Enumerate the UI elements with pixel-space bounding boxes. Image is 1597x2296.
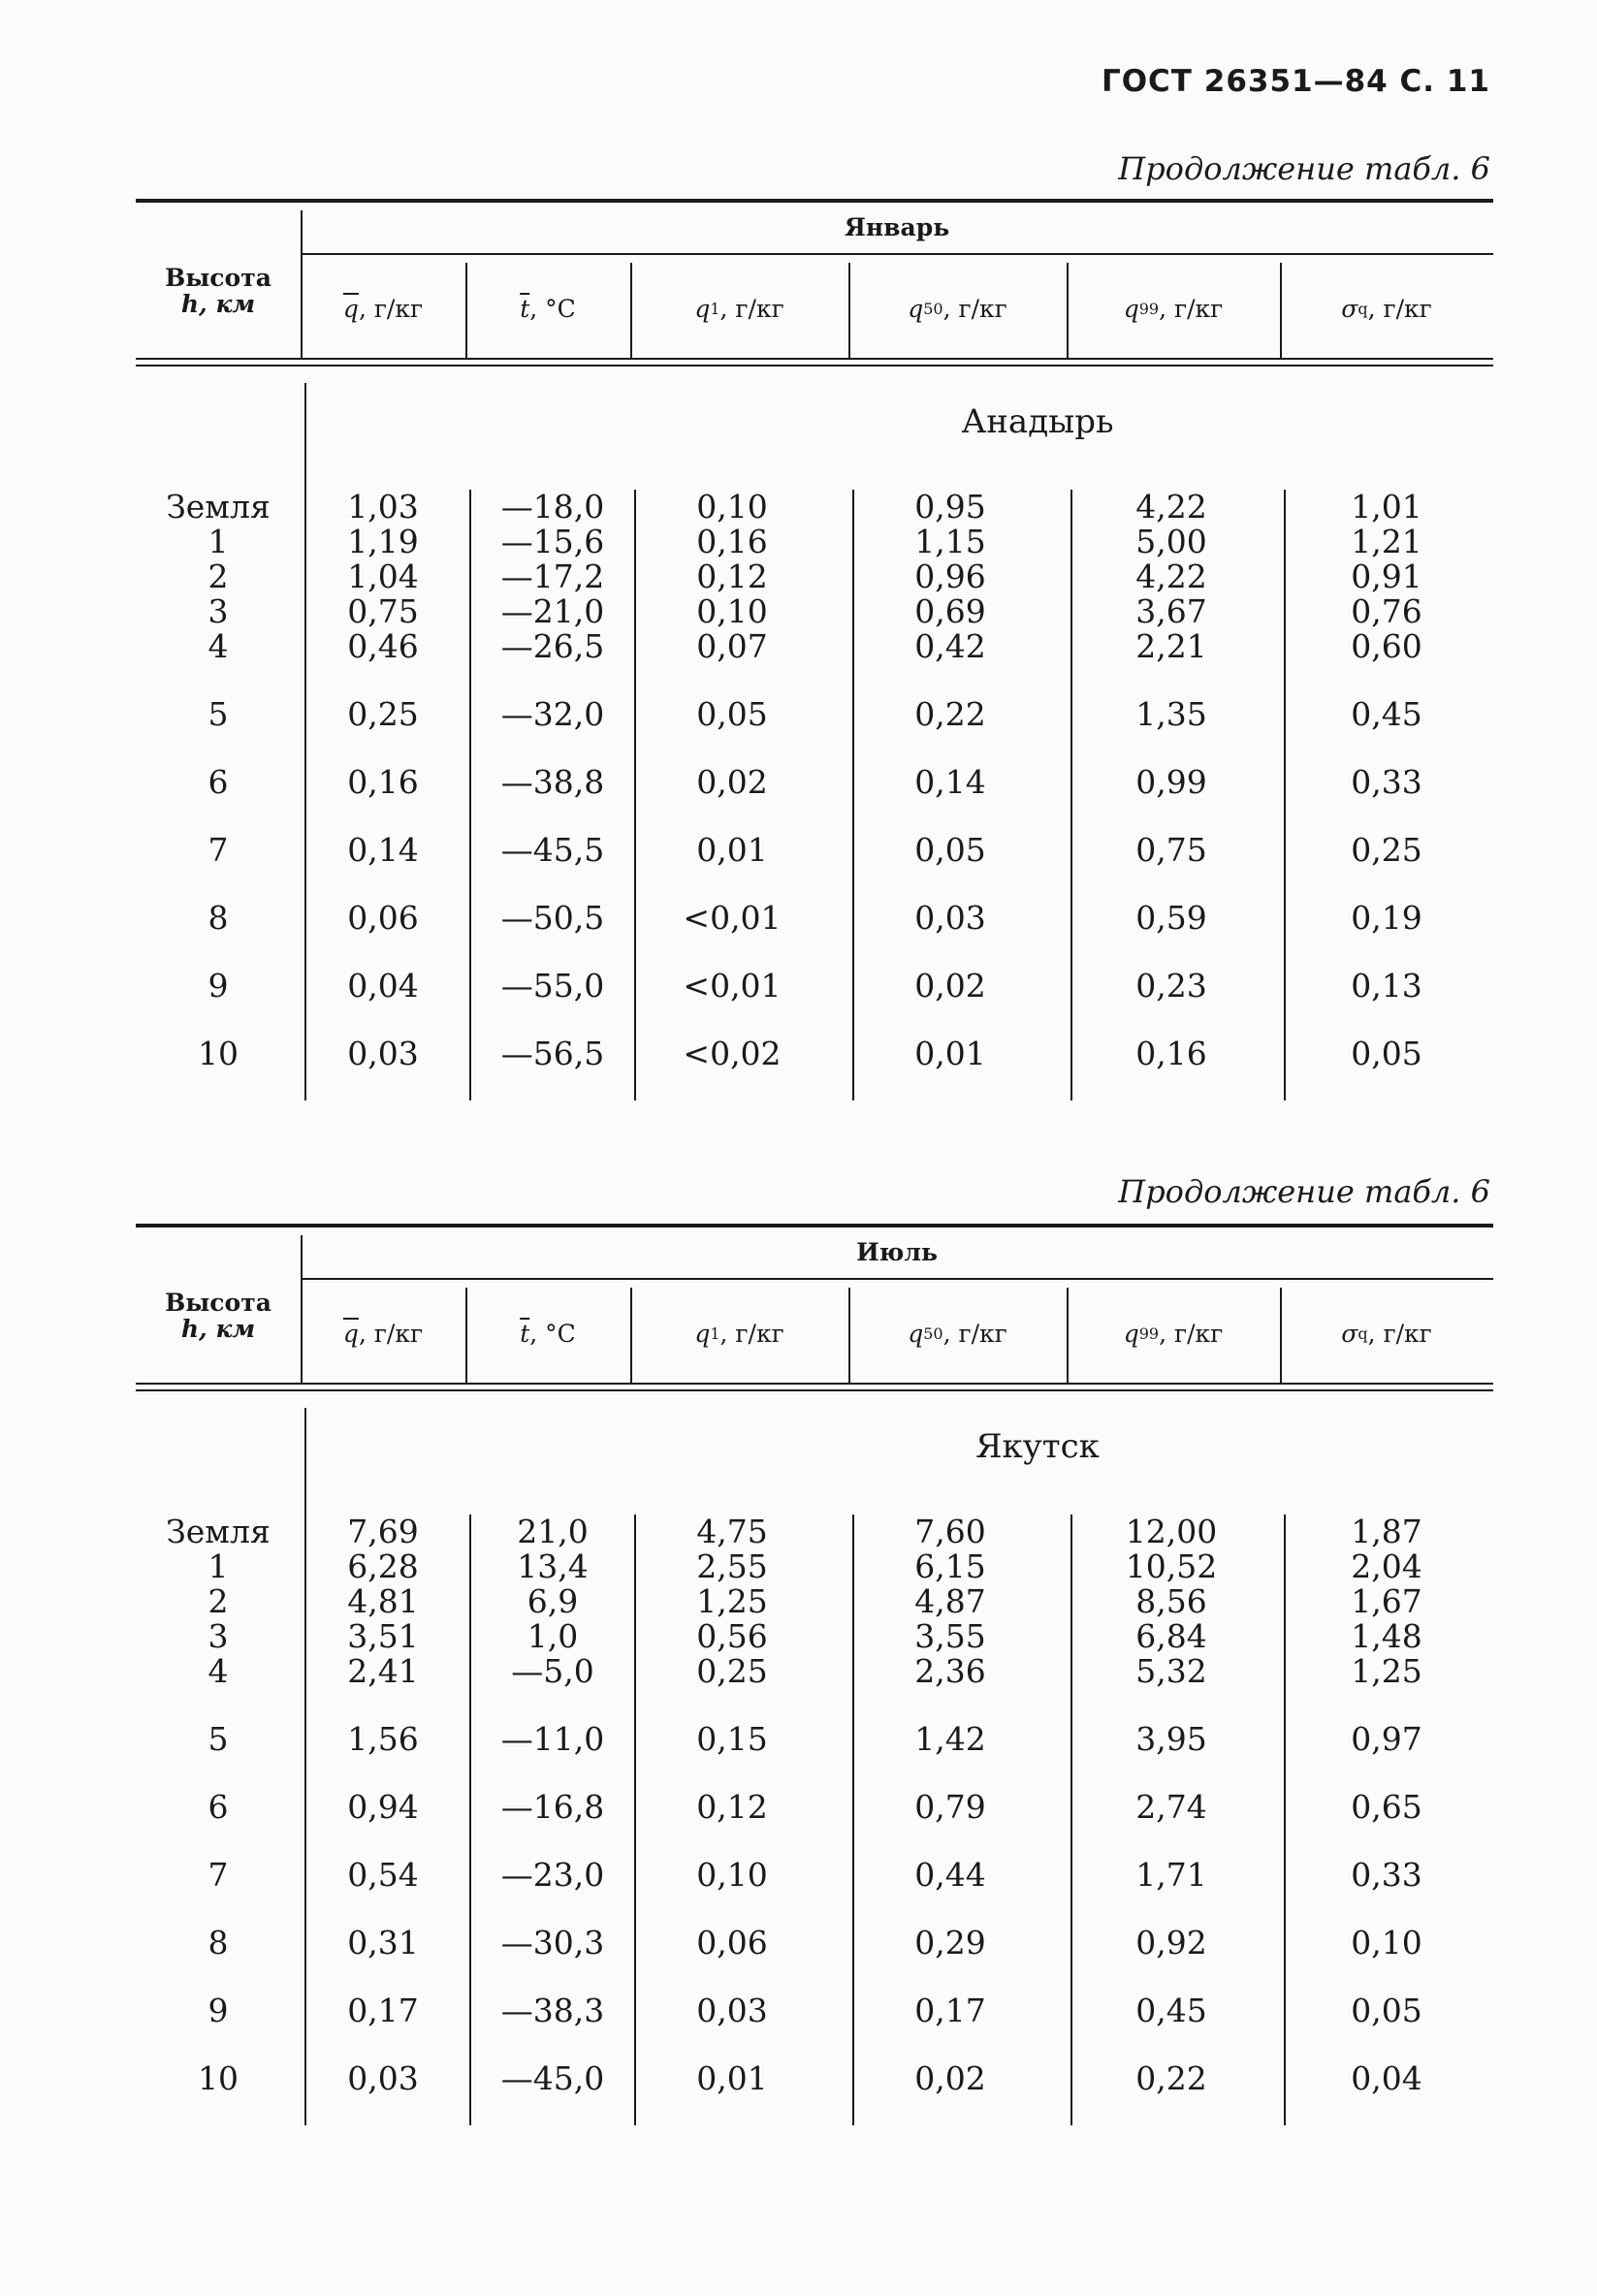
top-rule: [136, 1224, 1493, 1228]
value-cell: 6,15: [914, 1547, 986, 1585]
value-cell: 0,33: [1351, 763, 1422, 801]
value-cell: 0,03: [914, 899, 986, 937]
caption-table-1: Продолжение табл. 6: [1118, 150, 1490, 187]
height-cell: 9: [208, 967, 229, 1004]
value-cell: 0,22: [914, 695, 986, 733]
column-header: [465, 263, 630, 356]
value-cell: 0,15: [696, 1720, 768, 1758]
row-header-line-2: h, км: [180, 1315, 256, 1343]
value-cell: 1,21: [1351, 523, 1422, 560]
value-cell: 0,75: [1135, 831, 1207, 869]
value-cell: 0,16: [696, 523, 768, 560]
value-cell: 0,69: [914, 592, 986, 630]
value-cell: 0,07: [696, 627, 768, 665]
value-cell: 0,94: [347, 1788, 419, 1826]
height-cell: 6: [208, 1788, 229, 1826]
column-subscript: 1: [710, 1324, 720, 1344]
value-cell: 1,48: [1351, 1617, 1422, 1655]
value-cell: 1,42: [914, 1720, 986, 1758]
height-cell: 3: [208, 592, 229, 630]
value-cell: 0,92: [1135, 1924, 1207, 1961]
column-header: [301, 263, 465, 356]
value-cell: 0,46: [347, 627, 419, 665]
top-rule: [136, 199, 1493, 203]
value-cell: 0,10: [696, 1856, 768, 1894]
body-divider: [852, 490, 854, 1100]
data-table-january: [136, 199, 1493, 1130]
value-cell: 0,13: [1351, 967, 1422, 1004]
column-header: [1067, 263, 1280, 356]
column-subscript: 50: [923, 300, 943, 319]
value-cell: 8,56: [1135, 1582, 1207, 1620]
value-cell: 0,05: [1351, 1992, 1422, 2029]
value-cell: 0,05: [696, 695, 768, 733]
value-cell: 1,04: [347, 558, 419, 595]
value-cell: —23,0: [500, 1856, 605, 1894]
column-subscript: 50: [923, 1324, 943, 1344]
header-rule: [136, 365, 1493, 367]
value-cell: 0,45: [1351, 695, 1422, 733]
value-cell: 0,60: [1351, 627, 1422, 665]
value-cell: 7,69: [347, 1513, 419, 1550]
height-cell: Земля: [166, 1513, 271, 1550]
value-cell: —18,0: [500, 488, 605, 526]
value-cell: 0,01: [696, 831, 768, 869]
value-cell: 0,79: [914, 1788, 986, 1826]
height-cell: 1: [208, 523, 229, 560]
value-cell: 4,75: [696, 1513, 768, 1550]
height-cell: 7: [208, 1856, 229, 1894]
value-cell: —50,5: [500, 899, 605, 937]
column-unit: , г/кг: [1159, 295, 1224, 324]
column-header: [465, 1288, 630, 1381]
body-divider: [1284, 1515, 1286, 2125]
value-cell: 0,03: [347, 1035, 419, 1072]
value-cell: —5,0: [511, 1652, 594, 1690]
value-cell: 0,42: [914, 627, 986, 665]
value-cell: 0,91: [1351, 558, 1422, 595]
value-cell: 0,10: [696, 488, 768, 526]
value-cell: 2,74: [1135, 1788, 1207, 1826]
column-symbol: q: [1123, 1320, 1139, 1349]
value-cell: 3,51: [347, 1617, 419, 1655]
value-cell: 0,16: [347, 763, 419, 801]
value-cell: 0,95: [914, 488, 986, 526]
height-cell: 8: [208, 899, 229, 937]
column-header: [1067, 1288, 1280, 1381]
value-cell: 0,31: [347, 1924, 419, 1961]
body-divider: [1284, 490, 1286, 1100]
column-subscript: 1: [710, 300, 720, 319]
value-cell: —38,3: [500, 1992, 605, 2029]
value-cell: 0,33: [1351, 1856, 1422, 1894]
value-cell: 2,21: [1135, 627, 1207, 665]
value-cell: <0,02: [683, 1035, 782, 1072]
value-cell: —30,3: [500, 1924, 605, 1961]
value-cell: 1,35: [1135, 695, 1207, 733]
month-rule: [301, 253, 1493, 255]
value-cell: <0,01: [683, 967, 782, 1004]
value-cell: 2,41: [347, 1652, 419, 1690]
city-name: Анадырь: [961, 402, 1114, 441]
column-symbol: $\overline{q}$: [342, 1320, 359, 1349]
value-cell: 0,65: [1351, 1788, 1422, 1826]
height-cell: Земля: [166, 488, 271, 526]
value-cell: 2,36: [914, 1652, 986, 1690]
month-header: Июль: [856, 1238, 938, 1267]
height-cell: 6: [208, 763, 229, 801]
value-cell: 0,54: [347, 1856, 419, 1894]
value-cell: 3,67: [1135, 592, 1207, 630]
value-cell: 0,14: [914, 763, 986, 801]
value-cell: 2,55: [696, 1547, 768, 1585]
value-cell: 0,96: [914, 558, 986, 595]
height-cell: 2: [208, 1582, 229, 1620]
column-unit: , г/кг: [358, 295, 424, 324]
value-cell: 6,28: [347, 1547, 419, 1585]
city-name: Якутск: [975, 1427, 1100, 1466]
value-cell: <0,01: [683, 899, 782, 937]
column-header: [630, 1288, 848, 1381]
value-cell: 0,02: [914, 2059, 986, 2097]
value-cell: 0,75: [347, 592, 419, 630]
row-header: [136, 257, 301, 325]
column-subscript: 99: [1138, 1324, 1160, 1344]
value-cell: 1,01: [1351, 488, 1422, 526]
value-cell: 0,10: [696, 592, 768, 630]
value-cell: —55,0: [500, 967, 605, 1004]
column-unit: , °С: [529, 1320, 576, 1349]
column-header: [630, 263, 848, 356]
column-subscript: q: [1357, 1324, 1368, 1344]
value-cell: 0,04: [347, 967, 419, 1004]
height-cell: 10: [198, 1035, 239, 1072]
value-cell: 0,06: [696, 1924, 768, 1961]
value-cell: 1,71: [1135, 1856, 1207, 1894]
value-cell: 4,81: [347, 1582, 419, 1620]
value-cell: 0,44: [914, 1856, 986, 1894]
value-cell: —15,6: [500, 523, 605, 560]
value-cell: 0,03: [347, 2059, 419, 2097]
header-rule: [136, 1383, 1493, 1385]
value-cell: 0,17: [347, 1992, 419, 2029]
value-cell: 1,0: [527, 1617, 579, 1655]
value-cell: 0,12: [696, 1788, 768, 1826]
value-cell: 0,06: [347, 899, 419, 937]
value-cell: 4,22: [1135, 558, 1207, 595]
value-cell: 0,12: [696, 558, 768, 595]
value-cell: 0,01: [696, 2059, 768, 2097]
value-cell: —45,5: [500, 831, 605, 869]
value-cell: —45,0: [500, 2059, 605, 2097]
column-symbol: $\overline{q}$: [342, 295, 359, 324]
column-symbol: $\overline{t}$: [520, 295, 530, 324]
value-cell: 3,55: [914, 1617, 986, 1655]
value-cell: 0,97: [1351, 1720, 1422, 1758]
value-cell: 0,45: [1135, 1992, 1207, 2029]
column-header: [1280, 1288, 1493, 1381]
column-unit: , г/кг: [942, 295, 1007, 324]
value-cell: 1,15: [914, 523, 986, 560]
column-unit: , г/кг: [358, 1320, 424, 1349]
value-cell: 0,02: [696, 763, 768, 801]
column-header: [1280, 263, 1493, 356]
value-cell: 13,4: [517, 1547, 589, 1585]
value-cell: 1,19: [347, 523, 419, 560]
value-cell: 0,04: [1351, 2059, 1422, 2097]
row-header: [136, 1282, 301, 1350]
value-cell: 0,25: [347, 695, 419, 733]
value-cell: —17,2: [500, 558, 605, 595]
height-cell: 2: [208, 558, 229, 595]
column-unit: , г/кг: [1159, 1320, 1224, 1349]
height-cell: 5: [208, 1720, 229, 1758]
value-cell: 2,04: [1351, 1547, 1422, 1585]
height-cell: 7: [208, 831, 229, 869]
value-cell: 3,95: [1135, 1720, 1207, 1758]
body-divider: [1070, 1515, 1072, 2125]
column-header: [848, 1288, 1067, 1381]
value-cell: 1,25: [1351, 1652, 1422, 1690]
column-unit: , г/кг: [719, 1320, 784, 1349]
value-cell: 4,22: [1135, 488, 1207, 526]
column-symbol: $\overline{t}$: [520, 1320, 530, 1349]
value-cell: 0,25: [1351, 831, 1422, 869]
header-rule: [136, 358, 1493, 360]
value-cell: 0,05: [1351, 1035, 1422, 1072]
value-cell: —16,8: [500, 1788, 605, 1826]
column-subscript: q: [1357, 300, 1368, 319]
value-cell: 6,9: [527, 1582, 579, 1620]
value-cell: —38,8: [500, 763, 605, 801]
column-unit: , г/кг: [1367, 1320, 1432, 1349]
column-symbol: q: [694, 295, 711, 324]
column-unit: , г/кг: [1367, 295, 1432, 324]
value-cell: —11,0: [500, 1720, 605, 1758]
value-cell: 0,29: [914, 1924, 986, 1961]
value-cell: 0,59: [1135, 899, 1207, 937]
value-cell: 1,25: [696, 1582, 768, 1620]
value-cell: 0,02: [914, 967, 986, 1004]
value-cell: 0,10: [1351, 1924, 1422, 1961]
column-symbol: q: [694, 1320, 711, 1349]
height-cell: 9: [208, 1992, 229, 2029]
month-rule: [301, 1278, 1493, 1280]
value-cell: 1,67: [1351, 1582, 1422, 1620]
column-symbol: q: [908, 1320, 924, 1349]
page-header: ГОСТ 26351—84 С. 11: [1101, 64, 1490, 99]
value-cell: 5,32: [1135, 1652, 1207, 1690]
row-header-line-2: h, км: [180, 290, 256, 318]
body-divider: [1070, 490, 1072, 1100]
value-cell: 0,23: [1135, 967, 1207, 1004]
row-header-line-1: Высота: [165, 1288, 271, 1317]
body-divider: [852, 1515, 854, 2125]
value-cell: 10,52: [1125, 1547, 1218, 1585]
value-cell: 0,14: [347, 831, 419, 869]
height-cell: 4: [208, 1652, 229, 1690]
data-table-july: [136, 1224, 1493, 2154]
value-cell: 0,25: [696, 1652, 768, 1690]
height-cell: 4: [208, 627, 229, 665]
value-cell: 0,16: [1135, 1035, 1207, 1072]
column-symbol: σ: [1341, 1320, 1358, 1349]
value-cell: 0,56: [696, 1617, 768, 1655]
value-cell: 5,00: [1135, 523, 1207, 560]
value-cell: —32,0: [500, 695, 605, 733]
value-cell: —56,5: [500, 1035, 605, 1072]
height-cell: 10: [198, 2059, 239, 2097]
value-cell: 1,87: [1351, 1513, 1422, 1550]
value-cell: —21,0: [500, 592, 605, 630]
column-header: [848, 263, 1067, 356]
month-header: Январь: [844, 213, 950, 242]
column-unit: , г/кг: [942, 1320, 1007, 1349]
value-cell: 6,84: [1135, 1617, 1207, 1655]
value-cell: 1,56: [347, 1720, 419, 1758]
column-unit: , °С: [529, 295, 576, 324]
column-unit: , г/кг: [719, 295, 784, 324]
value-cell: 0,76: [1351, 592, 1422, 630]
value-cell: —26,5: [500, 627, 605, 665]
value-cell: 0,22: [1135, 2059, 1207, 2097]
column-symbol: σ: [1341, 295, 1358, 324]
row-header-line-1: Высота: [165, 263, 271, 292]
value-cell: 0,01: [914, 1035, 986, 1072]
column-symbol: q: [1123, 295, 1139, 324]
value-cell: 4,87: [914, 1582, 986, 1620]
value-cell: 0,17: [914, 1992, 986, 2029]
value-cell: 1,03: [347, 488, 419, 526]
height-cell: 3: [208, 1617, 229, 1655]
height-cell: 8: [208, 1924, 229, 1961]
column-symbol: q: [908, 295, 924, 324]
column-subscript: 99: [1138, 300, 1160, 319]
column-header: [301, 1288, 465, 1381]
value-cell: 0,99: [1135, 763, 1207, 801]
header-rule: [136, 1389, 1493, 1391]
caption-table-2: Продолжение табл. 6: [1118, 1173, 1490, 1210]
value-cell: 7,60: [914, 1513, 986, 1550]
height-cell: 5: [208, 695, 229, 733]
value-cell: 0,19: [1351, 899, 1422, 937]
value-cell: 0,05: [914, 831, 986, 869]
value-cell: 21,0: [517, 1513, 589, 1550]
value-cell: 12,00: [1125, 1513, 1218, 1550]
height-cell: 1: [208, 1547, 229, 1585]
value-cell: 0,03: [696, 1992, 768, 2029]
